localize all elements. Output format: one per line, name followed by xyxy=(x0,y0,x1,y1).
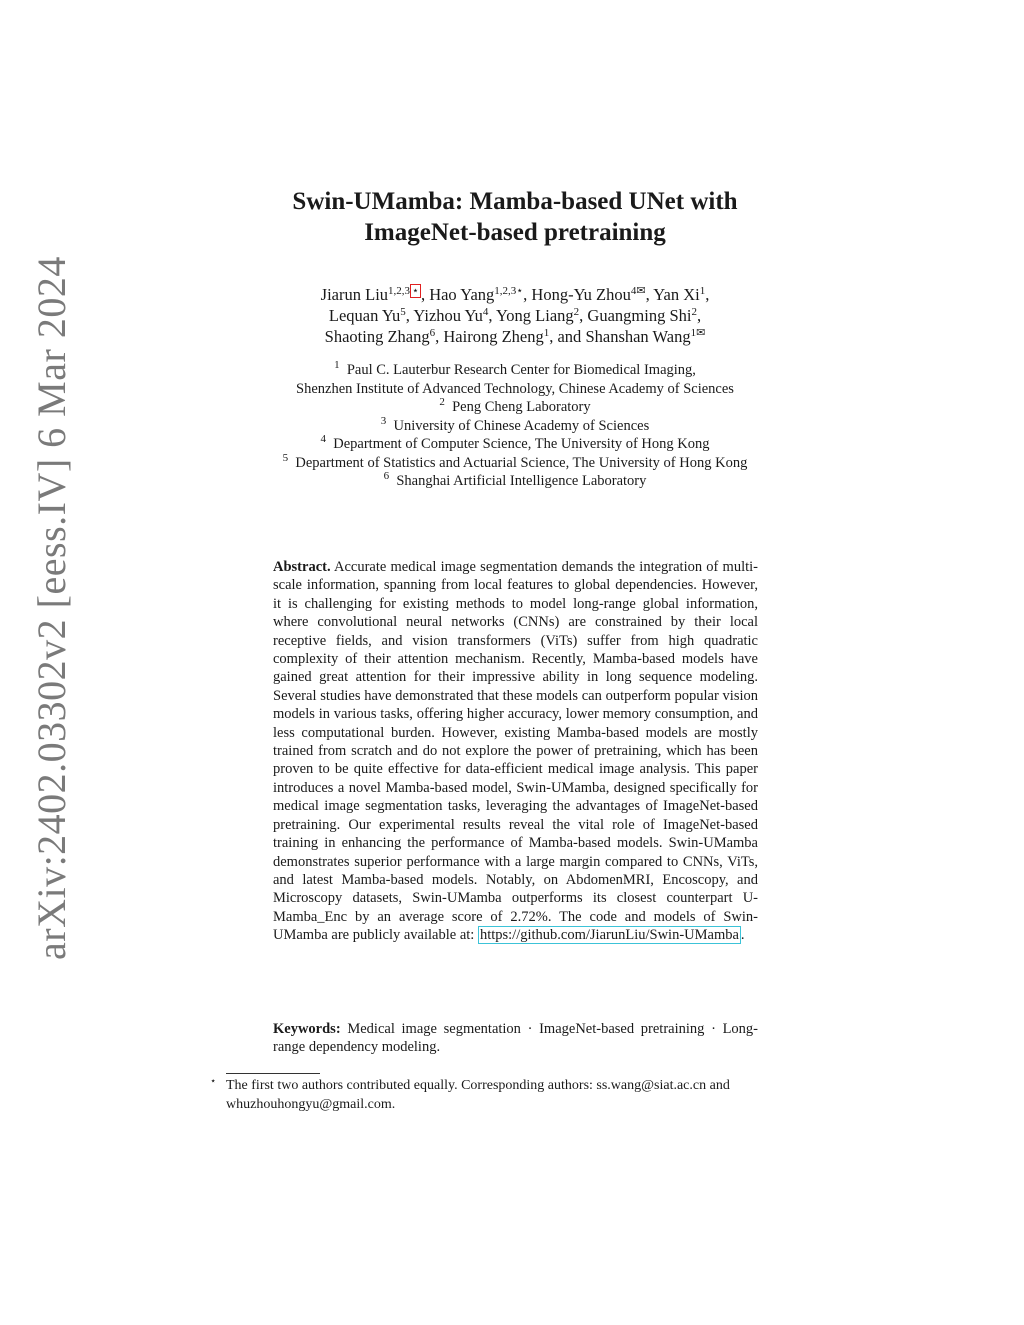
keywords-label: Keywords: xyxy=(273,1021,341,1037)
affiliation-item: Shenzhen Institute of Advanced Technology, Chinese Academy of Sciences xyxy=(296,380,734,397)
author-line-3: Shaoting Zhang$^6$, Hairong Zheng$^1$, and Shanshan Wang$^{1✉}$ xyxy=(324,327,706,346)
footnote-text: The first two authors contributed equally. Corresponding authors: ss.wang@siat.ac.cn and whuzhouhongyu@gmail.com. xyxy=(226,1078,730,1112)
footnote-rule xyxy=(226,1073,320,1074)
author-line-1: Jiarun Liu$^{1,2,3}$ ⋆ , Hao Yang$^{1,2,3⋆}$, Hong-Yu Zhou$^{4✉}$, Yan Xi$^1$, xyxy=(320,285,710,304)
author-name: Yan Xi xyxy=(653,285,700,304)
affiliation-item: $^1$ Paul C. Lauterbur Research Center for Biomedical Imaging, xyxy=(334,359,696,378)
arxiv-watermark: arXiv:2402.03302v2 [eess.IV] 6 Mar 2024 xyxy=(29,256,74,960)
author-name: Yong Liang xyxy=(496,306,574,325)
author-sup: 2 xyxy=(573,306,580,318)
author-name: Hao Yang xyxy=(429,285,495,304)
paper-title xyxy=(200,186,830,248)
author-list xyxy=(240,284,790,347)
affiliation-item: $^5$ Department of Statistics and Actuarial Science, The University of Hong Kong xyxy=(282,451,748,471)
author-name: Shanshan Wang xyxy=(585,327,691,346)
author-sup: 4 xyxy=(482,306,489,318)
author-name: Guangming Shi xyxy=(587,306,692,325)
author-line-2: Lequan Yu$^5$, Yizhou Yu$^4$, Yong Liang$^2$, Guangming Shi$^2$, xyxy=(328,306,702,325)
author-sup: 1 xyxy=(543,327,550,339)
keywords xyxy=(273,1020,758,1057)
footnote-mark: ⋆ xyxy=(210,1076,217,1087)
affiliation-list xyxy=(220,361,810,491)
affiliation-item: $^2$ Peng Cheng Laboratory xyxy=(439,396,591,415)
author-sup: 6 xyxy=(429,327,436,339)
author-sup: 2 xyxy=(691,306,697,318)
author-name: Jiarun Liu xyxy=(320,285,389,304)
affiliation-item: $^4$ Department of Computer Science, The University of Hong Kong xyxy=(320,433,710,452)
affiliation-item: $^6$ Shanghai Artificial Intelligence Laboratory xyxy=(383,470,647,489)
author-name: Hong-Yu Zhou xyxy=(531,285,631,304)
author-sup: 1,2,3 xyxy=(388,285,411,297)
author-name: Shaoting Zhang xyxy=(324,327,430,346)
author-name: Hairong Zheng xyxy=(443,327,544,346)
affiliation-item: $^3$ University of Chinese Academy of Sciences xyxy=(380,414,650,434)
author-sup: 1 xyxy=(699,285,706,297)
abstract: Abstract. Accurate medical image segmentation demands the integration of multi-scale information, spanning from local features to global dependencies. However, it is challenging for existing methods to model long-range global information, where convolutional neural networks (CNNs) are constrained by their local receptive fields, and vision transformers (ViTs) suffer from high quadratic complexity of their attention mechanism. Recently, Mamba-based models have gained great attention for their impressive ability in long sequence modeling. Several studies have demonstrated that these models can outperform popular vision models in various tasks, offering higher accuracy, lower memory consumption, and less computational burden. However, existing Mamba-based models are mostly trained from scratch and do not explore the power of pretraining, which has been proven to be quite effective for data-efficient medical image analysis. This paper introduces a novel Mamba-based model, Swin-UMamba, designed specifically for medical image segmentation tasks, leveraging the advantages of ImageNet-based pretraining. Our experimental results reveal the vital role of ImageNet-based training in enhancing the performance of Mamba-based models. Swin-UMamba demonstrates superior performance with a large margin compared to CNNs, ViTs, and latest Mamba-based models. Notably, on AbdomenMRI, Encoscopy, and Microscopy datasets, Swin-UMamba outperforms its closest counterpart U-Mamba_Enc by an average score of 2.72%. The code and models of Swin-UMamba are publicly available at: https://github.com/JiarunLiu/Swin-UMamba . xyxy=(273,559,758,944)
author-name: Lequan Yu xyxy=(328,306,401,325)
title-line-2: ImageNet-based pretraining xyxy=(364,219,666,246)
author-name: Yizhou Yu xyxy=(413,306,483,325)
keywords-body: Medical image segmentation · ImageNet-based pretraining · Long-range dependency modeling. xyxy=(273,1021,758,1056)
footnote xyxy=(210,1077,810,1114)
author-sup: 1,2,3⋆ xyxy=(494,285,524,297)
code-link[interactable]: https://github.com/JiarunLiu/Swin-UMamba xyxy=(479,927,739,944)
footnote-link[interactable]: ⋆ xyxy=(412,285,419,297)
author-sup: 5 xyxy=(400,306,406,318)
abstract-label: Abstract. xyxy=(273,559,331,575)
author-sup: 4✉ xyxy=(630,285,646,297)
title-line-1: Swin-UMamba: Mamba-based UNet with xyxy=(292,188,738,215)
abstract-body: Accurate medical image segmentation demands the integration of multi-scale information, spanning from local features to global dependencies. However, it is challenging for existing methods to model long-range global information, where convolutional neural networks (CNNs) are constrained by their local receptive fields, and vision transformers (ViTs) suffer from high quadratic complexity of their attention mechanism. Recently, Mamba-based models have gained great attention for their impressive ability in long sequence modeling. Several studies have demonstrated that these models can outperform popular vision models in various tasks, offering higher accuracy, lower memory consumption, and less computational burden. However, existing Mamba-based models are mostly trained from scratch and do not explore the power of pretraining, which has been proven to be quite effective for data-efficient medical image analysis. This paper introduces a novel Mamba-based model, Swin-UMamba, designed specifically for medical image segmentation tasks, leveraging the advantages of ImageNet-based pretraining. Our experimental results reveal the vital role of ImageNet-based training in enhancing the performance of Mamba-based models. Swin-UMamba demonstrates superior performance with a large margin compared to CNNs, ViTs, and latest Mamba-based models. Notably, on AbdomenMRI, Encoscopy, and Microscopy datasets, Swin-UMamba outperforms its closest counterpart U-Mamba_Enc by an average score of 2.72%. The code and models of Swin-UMamba are publicly available at: xyxy=(273,559,758,944)
author-sup: 1✉ xyxy=(690,327,706,339)
